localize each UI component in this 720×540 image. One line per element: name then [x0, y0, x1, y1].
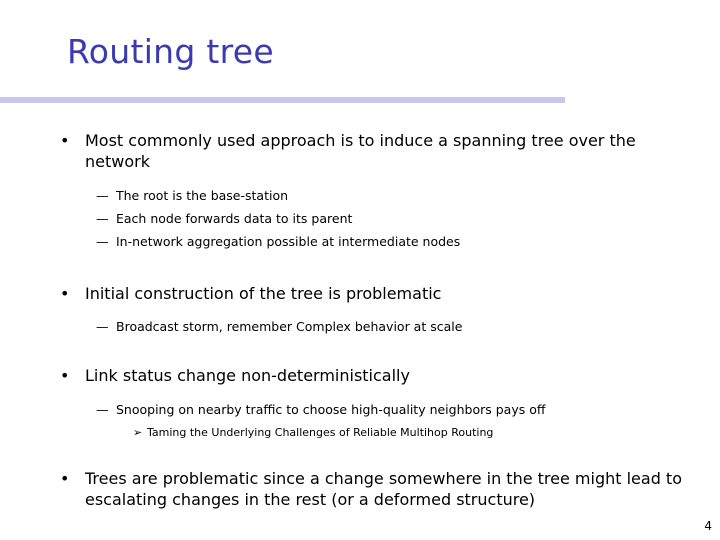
title-underline	[0, 97, 565, 103]
dash-icon: —	[96, 234, 109, 249]
bullet-4: • Trees are problematic since a change somewhere in the tree might lead to escalating changes in the rest (or a deformed structure)	[85, 468, 685, 510]
sub-bullet-text: Broadcast storm, remember Complex behavior at scale	[116, 319, 463, 334]
page-title: Routing tree	[67, 32, 274, 71]
sub-bullet-2-1	[96, 319, 463, 335]
dash-icon: —	[96, 319, 109, 334]
dash-icon: —	[96, 211, 109, 226]
sub-bullet-1-3	[96, 234, 461, 250]
page-number: 4	[704, 519, 712, 533]
dash-icon: —	[96, 402, 109, 417]
sub-sub-bullet-text: Taming the Underlying Challenges of Reliable Multihop Routing	[147, 426, 494, 439]
sub-bullet-text: Each node forwards data to its parent	[116, 211, 353, 226]
sub-bullet-1-2	[96, 211, 353, 227]
sub-sub-bullet-3-1-1	[133, 426, 494, 440]
bullet-2: • Initial construction of the tree is problematic	[85, 283, 685, 304]
sub-bullet-text: In-network aggregation possible at intermediate nodes	[116, 234, 461, 249]
arrow-right-icon: ➢	[133, 426, 143, 439]
dash-icon: —	[96, 188, 109, 203]
sub-bullet-1-1	[96, 188, 289, 204]
bullet-3: • Link status change non-deterministically	[85, 365, 685, 386]
bullet-1: • Most commonly used approach is to induce a spanning tree over the network	[85, 130, 685, 172]
sub-bullet-text: Snooping on nearby traffic to choose high-quality neighbors pays off	[116, 402, 546, 417]
sub-bullet-text: The root is the base-station	[116, 188, 289, 203]
sub-bullet-3-1	[96, 402, 546, 418]
